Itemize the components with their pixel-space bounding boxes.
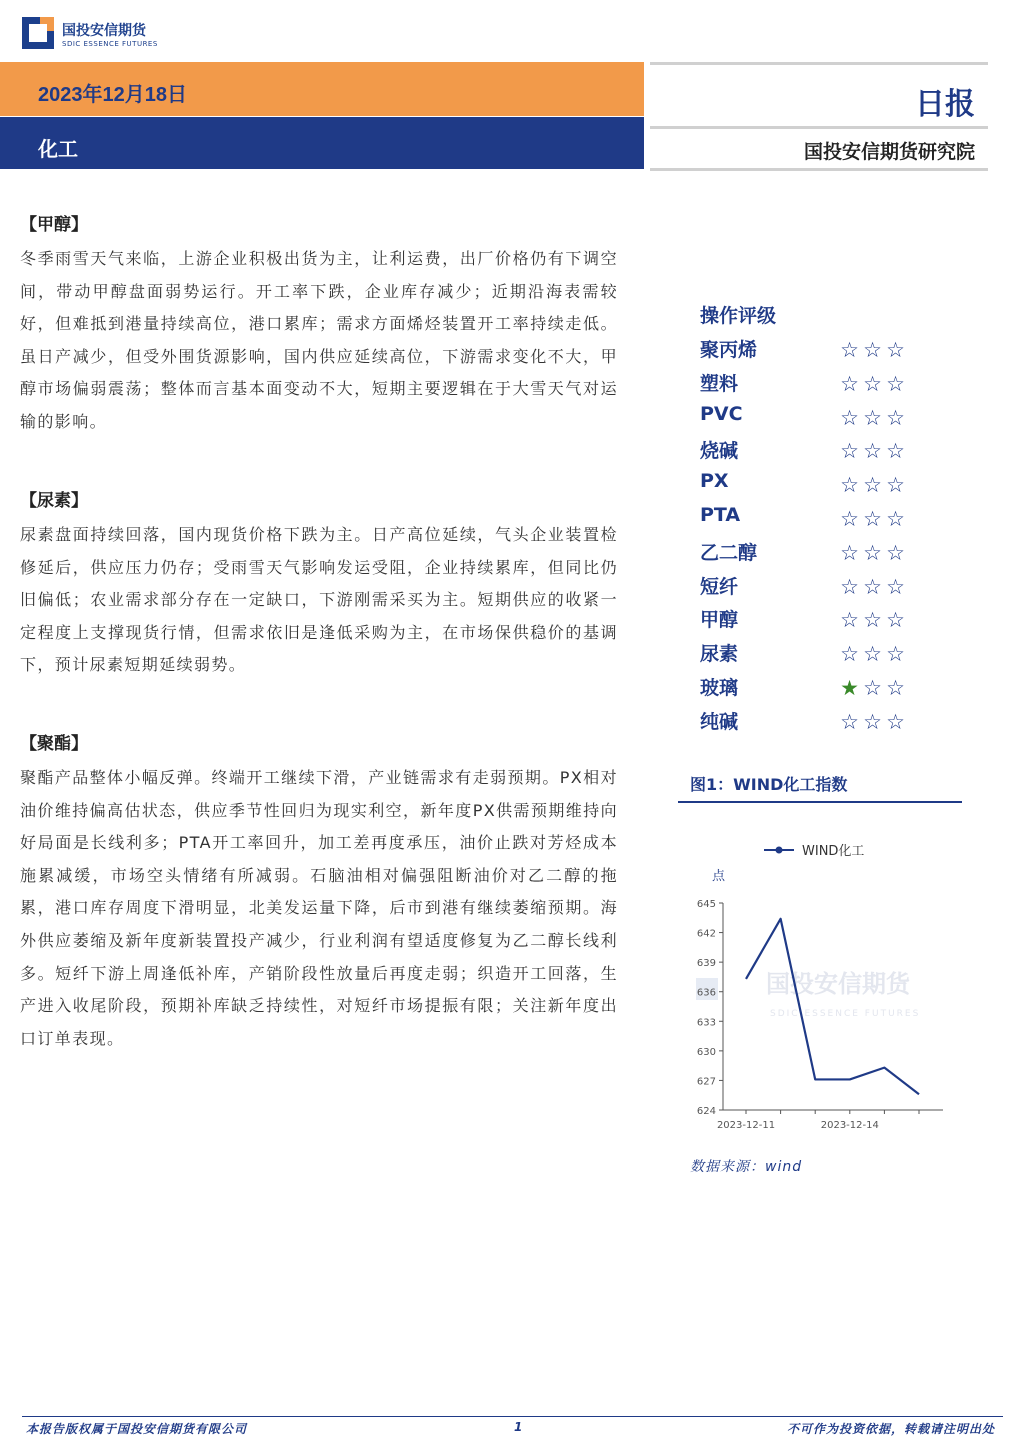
rating-stars bbox=[838, 507, 907, 531]
empty-star-icon: ☆ bbox=[840, 507, 859, 531]
empty-star-icon: ☆ bbox=[840, 405, 859, 430]
rating-row bbox=[700, 639, 960, 669]
wind-chemical-index-chart bbox=[678, 830, 968, 1140]
institute-name: 国投安信期货研究院 bbox=[803, 141, 975, 163]
empty-star-icon: ☆ bbox=[863, 371, 882, 396]
empty-star-icon: ☆ bbox=[840, 709, 859, 734]
rating-row bbox=[700, 335, 960, 365]
rating-product-name: 甲醇 bbox=[700, 609, 739, 632]
rating-stars bbox=[838, 338, 907, 362]
rating-product-name: PX bbox=[700, 470, 729, 493]
rating-product-name: 短纤 bbox=[700, 575, 739, 598]
report-sector: 化工 bbox=[38, 137, 78, 161]
rating-row bbox=[700, 707, 960, 737]
empty-star-icon: ☆ bbox=[863, 676, 882, 700]
rating-row bbox=[700, 673, 960, 703]
empty-star-icon: ☆ bbox=[886, 574, 905, 599]
rating-row bbox=[700, 504, 960, 534]
empty-star-icon: ☆ bbox=[863, 709, 882, 734]
empty-star-icon: ☆ bbox=[840, 642, 859, 667]
empty-star-icon: ☆ bbox=[886, 439, 905, 464]
rating-stars bbox=[838, 439, 907, 463]
empty-star-icon: ☆ bbox=[886, 473, 905, 498]
rating-stars bbox=[838, 676, 907, 700]
empty-star-icon: ☆ bbox=[886, 507, 905, 531]
footer-copyright: 本报告版权属于国投安信期货有限公司 bbox=[26, 1422, 248, 1436]
empty-star-icon: ☆ bbox=[840, 540, 859, 565]
x-tick-label: 2023-12-14 bbox=[820, 1120, 879, 1131]
figure-title-rule bbox=[678, 801, 962, 803]
rating-row bbox=[700, 538, 960, 568]
legend-label: WIND化工 bbox=[802, 844, 865, 859]
rating-product-name: PTA bbox=[700, 504, 741, 526]
empty-star-icon: ☆ bbox=[840, 608, 859, 633]
rating-row bbox=[700, 572, 960, 602]
rating-product-name: 烧碱 bbox=[700, 440, 739, 463]
rating-stars bbox=[838, 541, 907, 565]
section-title-methanol: 【甲醇】 bbox=[20, 215, 88, 235]
empty-star-icon: ☆ bbox=[886, 405, 905, 430]
empty-star-icon: ☆ bbox=[863, 473, 882, 498]
rating-product-name: 聚丙烯 bbox=[700, 339, 758, 361]
empty-star-icon: ☆ bbox=[840, 574, 859, 599]
header-sector-bar bbox=[0, 117, 644, 169]
rating-product-name: PVC bbox=[700, 402, 743, 425]
empty-star-icon: ☆ bbox=[886, 709, 905, 734]
empty-star-icon: ☆ bbox=[863, 338, 882, 362]
rating-stars bbox=[838, 473, 907, 497]
empty-star-icon: ☆ bbox=[863, 608, 882, 633]
company-logo bbox=[22, 14, 202, 54]
section-text-urea: 尿素盘面持续回落，国内现货价格下跌为主。日产高位延续，气头企业装置检修延后，供应压力仍存；受雨雪天气影响发运受阻，企业持续累库，但同比仍旧偏低；农业需求部分存在一定缺口，下游刚需采买为主。短期供应的收紧一定程度上支撑现货行情，但需求依旧是逢低采购为主，在市场保供稳价的基调下，预计尿素短期延续弱势。 bbox=[20, 525, 618, 675]
rating-stars bbox=[838, 575, 907, 599]
empty-star-icon: ☆ bbox=[886, 642, 905, 667]
section-title-urea: 【尿素】 bbox=[20, 491, 88, 511]
y-tick-label: 636 bbox=[696, 987, 716, 999]
watermark-text-en: SDIC ESSENCE FUTURES bbox=[770, 1009, 921, 1019]
rating-row bbox=[700, 369, 960, 399]
series-line bbox=[746, 919, 919, 1094]
legend-marker-icon bbox=[776, 847, 783, 854]
empty-star-icon: ☆ bbox=[840, 473, 859, 498]
empty-star-icon: ☆ bbox=[863, 439, 882, 464]
footer-disclaimer: 不可作为投资依据，转载请注明出处 bbox=[786, 1422, 995, 1436]
section-text-polyester: 聚酯产品整体小幅反弹。终端开工继续下滑，产业链需求有走弱预期。PX相对油价维持偏高估状态，供应季节性回归为现实利空，新年度PX供需预期维持向好局面是长线利多；PTA开工率回升，加工差再度承压，油价止跌对芳烃成本施累减缓，市场空头情绪有所减弱。石脑油相对偏强阻断油价对乙二醇的拖累，港口库存周度下滑明显，北美发运量下降，后市到港有继续萎缩预期。海外供应萎缩及新年度新装置投产减少，行业利润有望适度修复为乙二醇长线利多。短纤下游上周逢低补库，产销阶段性放量后再度走弱；织造开工回落，生产进入收尾阶段，预期补库缺乏持续性，对短纤市场提振有限；关注新年度出口订单表现。 bbox=[20, 768, 618, 1048]
empty-star-icon: ☆ bbox=[886, 676, 905, 700]
rating-row bbox=[700, 470, 960, 500]
figure-title: 图1：WIND化工指数 bbox=[690, 775, 848, 794]
empty-star-icon: ☆ bbox=[886, 540, 905, 565]
rating-row bbox=[700, 403, 960, 433]
footer-rule bbox=[22, 1416, 1003, 1417]
y-tick-label: 630 bbox=[696, 1046, 716, 1058]
header-divider-top bbox=[650, 62, 988, 65]
rating-title: 操作评级 bbox=[700, 305, 777, 327]
rating-product-name: 玻璃 bbox=[700, 677, 739, 699]
header-divider-bottom bbox=[650, 168, 988, 171]
empty-star-icon: ☆ bbox=[886, 371, 905, 396]
rating-stars bbox=[838, 608, 907, 632]
y-axis-label: 点 bbox=[712, 869, 726, 884]
logo-text-en: SDIC ESSENCE FUTURES bbox=[62, 40, 158, 48]
section-title-polyester: 【聚酯】 bbox=[20, 734, 88, 754]
empty-star-icon: ☆ bbox=[863, 540, 882, 565]
rating-stars bbox=[838, 642, 907, 666]
rating-product-name: 尿素 bbox=[700, 643, 739, 666]
x-tick-label: 2023-12-11 bbox=[716, 1120, 776, 1131]
rating-stars bbox=[838, 710, 907, 734]
y-tick-label: 645 bbox=[696, 899, 716, 910]
watermark-text-cn: 国投安信期货 bbox=[766, 970, 910, 998]
header-divider-mid bbox=[650, 126, 988, 129]
empty-star-icon: ☆ bbox=[863, 574, 882, 599]
empty-star-icon: ☆ bbox=[863, 642, 882, 667]
empty-star-icon: ☆ bbox=[840, 439, 859, 464]
y-tick-label: 639 bbox=[696, 958, 716, 970]
y-tick-label: 627 bbox=[696, 1076, 716, 1088]
logo-mark-icon bbox=[22, 17, 54, 49]
rating-product-name: 乙二醇 bbox=[700, 541, 758, 564]
report-type: 日报 bbox=[915, 87, 975, 122]
empty-star-icon: ☆ bbox=[886, 338, 905, 362]
y-tick-label: 633 bbox=[696, 1017, 716, 1029]
logo-text-cn: 国投安信期货 bbox=[62, 23, 146, 39]
y-tick-label: 624 bbox=[696, 1106, 716, 1117]
rating-row bbox=[700, 436, 960, 466]
y-tick-label: 642 bbox=[696, 928, 716, 940]
empty-star-icon: ☆ bbox=[840, 338, 859, 362]
rating-row bbox=[700, 605, 960, 635]
figure-source: 数据来源：wind bbox=[690, 1159, 803, 1175]
empty-star-icon: ☆ bbox=[863, 507, 882, 531]
section-text-methanol: 冬季雨雪天气来临，上游企业积极出货为主，让利运费，出厂价格仍有下调空间，带动甲醇盘面弱势运行。开工率下跌，企业库存减少；近期沿海表需较好，但难抵到港量持续高位，港口累库；需求方面烯烃装置开工率持续走低。虽日产减少，但受外围货源影响，国内供应延续高位，下游需求变化不大，甲醇市场偏弱震荡；整体而言基本面变动不大，短期主要逻辑在于大雪天气对运输的影响。 bbox=[20, 249, 618, 431]
filled-star-icon: ★ bbox=[840, 676, 859, 700]
rating-product-name: 纯碱 bbox=[700, 710, 739, 733]
empty-star-icon: ☆ bbox=[863, 405, 882, 430]
empty-star-icon: ☆ bbox=[886, 608, 905, 633]
rating-product-name: 塑料 bbox=[700, 372, 739, 395]
empty-star-icon: ☆ bbox=[840, 371, 859, 396]
rating-stars bbox=[838, 372, 907, 396]
footer-page-number: 1 bbox=[514, 1420, 524, 1434]
report-date: 2023年12月18日 bbox=[38, 84, 187, 106]
rating-stars bbox=[838, 406, 907, 430]
